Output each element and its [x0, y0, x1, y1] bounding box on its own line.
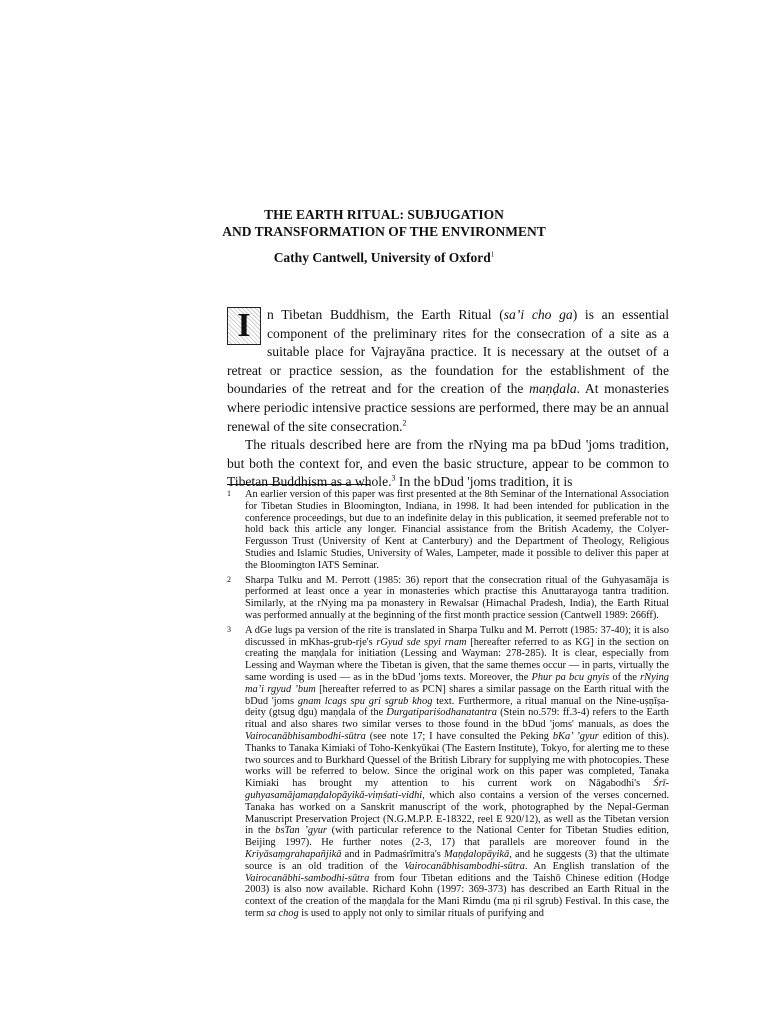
p1-text-a: n Tibetan Buddhism, the Earth Ritual (	[267, 307, 504, 322]
fn3-seg: (Stein no.579: ff.3-4) refers to the Earth ritual and also shares two similar verses to those found in the bDud 'joms' manuals, as does the	[245, 707, 669, 731]
footnote-number: 2	[227, 574, 231, 584]
author-line	[0, 250, 768, 266]
fn3-title: Phur pa bcu gnyis	[531, 671, 610, 683]
fn3-seg: from four Tibetan editions and the Taishō Chinese edition (Hodge 2003) is also now available. Richard Kohn (1997: 369-373) has described an Earth Ritual in the context of the creation of the maṇḍala for the Mani Rimdu (ma ṇi ril sgrub) Festival. In this case, the term	[245, 872, 669, 919]
paper-title-line-2: AND TRANSFORMATION OF THE ENVIRONMENT	[222, 224, 546, 239]
footnote-divider	[227, 484, 370, 485]
fn3-title: rNying ma’i rgyud ’bum	[245, 671, 669, 695]
paragraph-1	[227, 306, 669, 436]
fn3-seg: , and he suggests (3) that the ultimate source is an old tradition of the	[245, 848, 669, 872]
fn3-seg: is used to apply not only to similar rituals of purifying and	[298, 907, 544, 919]
footnote-ref-2[interactable]: 2	[402, 418, 407, 428]
fn3-seg: . An English translation of the	[524, 860, 669, 872]
fn3-title: Vairocanābhisambodhi-sūtra	[245, 730, 366, 742]
fn3-title: Kriyāsaṃgrahapañjikā	[245, 848, 342, 860]
p1-term: sa’i cho ga	[503, 307, 573, 322]
fn3-title: gnam lcags spu gri sgrub khog	[297, 695, 433, 707]
footnote-number: 3	[227, 624, 231, 634]
fn3-title: Vairocanābhi-sambodhi-sūtra	[245, 872, 370, 884]
fn3-seg: (see note 17; I have consulted the Peking	[365, 730, 553, 742]
p1-mandala: maṇḍala	[529, 381, 577, 397]
fn3-title: Śrī-guhyasamājamaṇḍalopāyikā-viṃśati-vidhi	[245, 778, 669, 801]
fn3-title: Vairocanābhisambodhi-sūtra	[404, 860, 525, 872]
author-footnote-ref[interactable]: 1	[490, 250, 495, 259]
fn3-seg: A dGe lugs pa version of the rite is translated in Sharpa Tulku and M. Perrott (1985: 37-40); it is also discussed in mKhas-grub-rje's	[245, 624, 669, 648]
p2-text-b: In the bDud 'joms tradition, it is	[395, 474, 573, 490]
fn3-seg: [hereafter referred to as KG] in the section on creating the maṇḍala for initiation (Lessing and Wayman: 278-285). It is clear, especially from Lessing and Wayman where the Tibetan is given, that the same themes occur — in parts, virtually the same wording is used — as in the bDud 'joms texts. Moreover, the	[245, 636, 669, 683]
p1-text-b: ) is an essential component of the preliminary rites for the consecration of a site as a suitable place for Vajrayāna practice. It is necessary at the outset of a retreat or practice session, as the foundation for the establishment of the boundaries of the retreat and for the creation of the	[227, 307, 669, 397]
footnote-2	[227, 575, 669, 622]
footnotes	[227, 489, 669, 923]
footnote-text: An earlier version of this paper was first presented at the 8th Seminar of the International Association for Tibetan Studies in Bloomington, Indiana, in 1998. It had been intended for publication in the conference proceedings, but due to an indefinite delay in this publication, it seemed preferable not to hold back this article any longer. Financial assistance from the British Academy, the Colyer-Fergusson Trust (University of Kent at Canterbury) and the Department of Theology, Religious Studies and Islamic Studies, University of Wales, Lampeter, made it possible to deliver this paper at the Bloomington IATS Seminar.	[245, 489, 669, 571]
fn3-seg: of the	[609, 671, 641, 683]
fn3-title: Durgatipariśodhanatantra	[386, 707, 497, 719]
fn3-title: bKa’ ’gyur	[552, 730, 599, 742]
fn3-title: rGyud sde spyi rnam	[376, 636, 467, 648]
paper-title-line-1: THE EARTH RITUAL: SUBJUGATION	[264, 207, 504, 222]
p2-text-a: The rituals described here are from the rNying ma pa bDud 'joms tradition, but both the context for, and even the basic structure, appear to be common to Tibetan Buddhism as a whole.	[227, 437, 669, 490]
footnote-1	[227, 489, 669, 572]
fn3-title: bsTan ’gyur	[275, 825, 327, 837]
fn3-seg: text. Furthermore, a ritual manual on the Nine-uṣṇīṣa-deity (gtsug dgu) maṇḍala of the	[245, 695, 669, 719]
p1-text-c: . At monasteries where periodic intensive practice sessions are performed, there may be an annual renewal of the site consecration.	[227, 381, 670, 434]
footnote-ref-3[interactable]: 3	[391, 473, 396, 483]
dropcap-ornament: I	[227, 307, 261, 345]
fn3-seg: edition of this). Thanks to Tanaka Kimiaki of Toho-Kenkyūkai (The Eastern Institute), Tokyo, for alerting me to these two sources and to Burkhard Quessel of the British Library for supplying me with photocopies. These works will be referred to below. Since the original work on this paper was completed, Tanaka Kimiaki has brought my attention to his current work on Nāgabodhi's	[245, 730, 669, 790]
fn3-title: sa chog	[266, 907, 299, 919]
fn3-seg: and in Padmaśrīmitra's	[341, 848, 444, 860]
body-text	[227, 306, 669, 492]
footnote-text: Sharpa Tulku and M. Perrott (1985: 36) report that the consecration ritual of the Guhyasamāja is performed at least once a year in monasteries which practise this Anuttarayoga tantra tradition. Similarly, at the rNying ma pa monastery in Rewalsar (Himachal Pradesh, India), the Earth Ritual was performed annually at the beginning of the first month practice session (Cantwell 1989: 266ff).	[245, 574, 669, 621]
fn3-seg: [hereafter referred to as PCN] shares a similar passage on the Earth ritual with the bDud 'joms	[245, 683, 669, 707]
fn3-title: Maṇḍalopāyikā	[444, 848, 510, 860]
fn3-seg: (with particular reference to the National Center for Tibetan Studies edition, Beijing 1997). He further notes (2-3, 17) that parallels are moreover found in the	[245, 825, 669, 849]
footnote-number: 1	[227, 489, 231, 498]
author-name: Cathy Cantwell, University of Oxford	[273, 250, 491, 265]
fn3-seg: , which also contains a version of the verses concerned. Tanaka has worked on a Sanskrit manuscript of the work, photographed by the Nepal-German Manuscript Preservation Project (N.G.M.P.P. E-18322, reel E 920/12), as well as the Tibetan version in the	[245, 789, 669, 837]
footnote-3	[227, 625, 669, 920]
